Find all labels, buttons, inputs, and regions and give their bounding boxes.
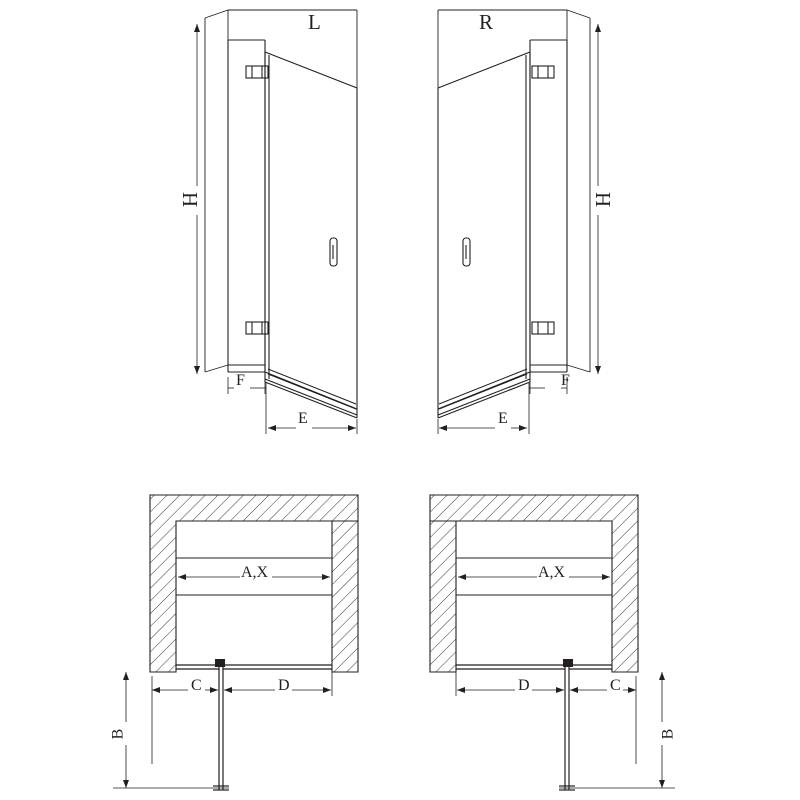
dimension-label-f-right: F xyxy=(561,372,570,389)
dimension-label-b-right: B xyxy=(659,728,677,740)
dimension-ax-right xyxy=(458,574,610,580)
dimension-label-c-left: C xyxy=(191,677,202,694)
dimension-label-ax-left: A,X xyxy=(241,564,269,581)
dimension-label-e-right: E xyxy=(498,410,508,427)
dimension-c-right xyxy=(570,676,636,764)
dimension-label-d-right: D xyxy=(518,677,530,694)
dimension-label-ax-right: A,X xyxy=(538,564,566,581)
hinge-top-right xyxy=(532,66,554,78)
dimension-label-b-left: B xyxy=(109,728,127,740)
elevation-right-view xyxy=(438,10,601,434)
elevation-left-view xyxy=(194,10,357,434)
dimension-label-f-left: F xyxy=(236,372,245,389)
dimension-label-e-left: E xyxy=(298,410,308,427)
door-handle-left xyxy=(330,238,337,266)
dimension-label-h-right: H xyxy=(591,191,616,208)
plan-left-view xyxy=(113,495,358,790)
dimension-f-left xyxy=(228,377,266,394)
dimension-label-h-left: H xyxy=(178,191,203,208)
door-handle-right xyxy=(463,238,470,266)
dimension-c-left xyxy=(152,672,219,764)
dimension-d-right xyxy=(456,672,565,696)
dimension-label-d-left: D xyxy=(278,677,290,694)
elevation-right-label: R xyxy=(479,10,494,34)
elevation-left-label: L xyxy=(308,10,321,34)
dimension-label-c-right: C xyxy=(610,677,621,694)
wall-hatch-left xyxy=(150,495,358,672)
plan-right-view xyxy=(430,495,675,790)
hinge-bottom-right xyxy=(532,322,554,334)
wall-hatch-right xyxy=(430,495,638,672)
